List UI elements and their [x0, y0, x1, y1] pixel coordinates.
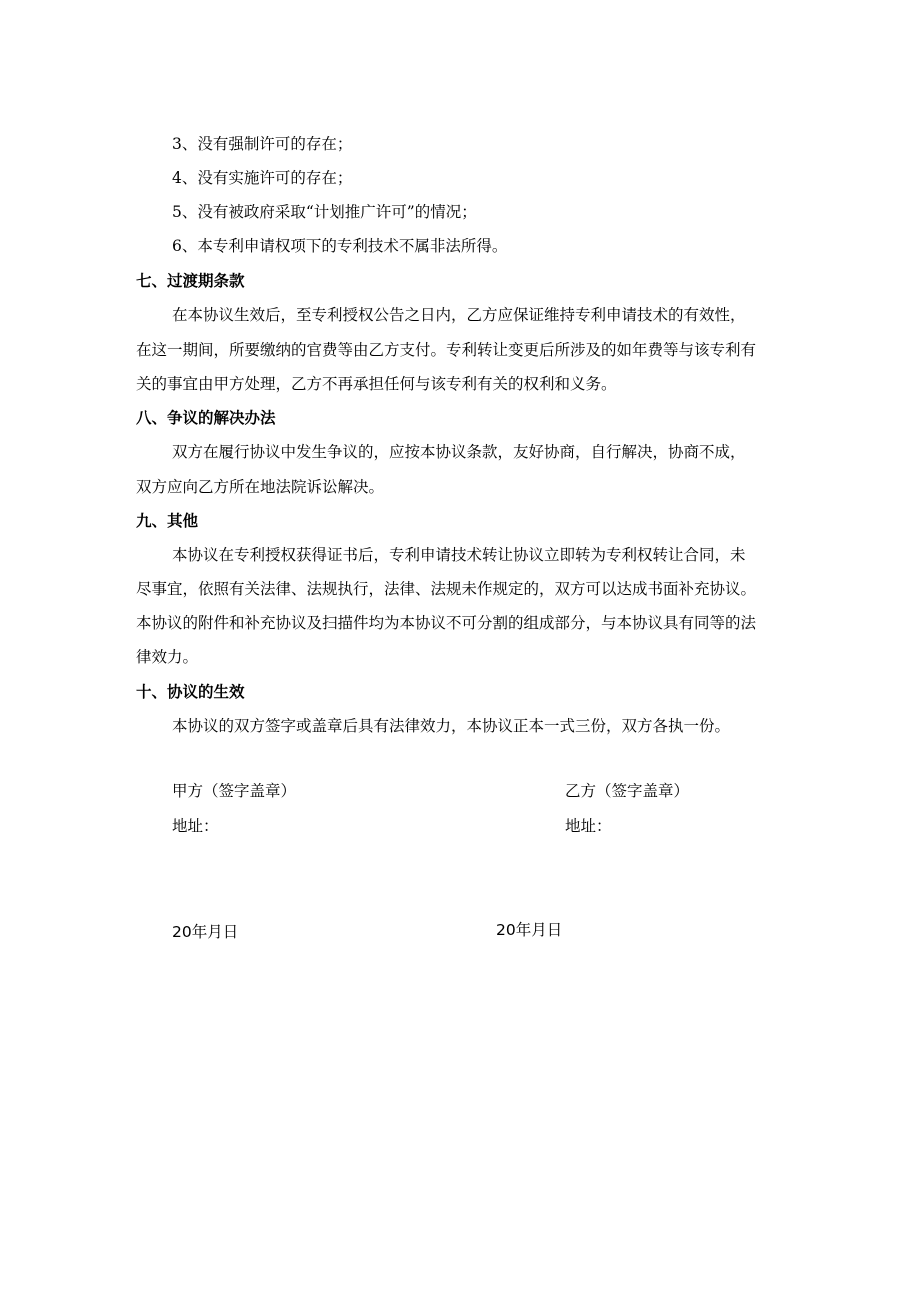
paragraph-line: 尽事宜，依照有关法律、法规执行，法律、法规未作规定的，双方可以达成书面补充协议。 — [136, 580, 757, 598]
paragraph-line: 本协议的双方签字或盖章后具有法律效力，本协议正本一式三份，双方各执一份。 — [172, 717, 731, 735]
paragraph-line: 本协议在专利授权获得证书后，专利申请技术转让协议立即转为专利权转让合同，未 — [172, 546, 746, 564]
section-heading-effect: 十、协议的生效 — [136, 683, 245, 701]
party-b-date: 20年月日 — [496, 921, 563, 939]
list-item: 3、没有强制许可的存在； — [172, 135, 353, 153]
paragraph-line: 本协议的附件和补充协议及扫描件均为本协议不可分割的组成部分，与本协议具有同等的法 — [136, 614, 757, 632]
section-heading-dispute: 八、争议的解决办法 — [136, 409, 276, 427]
party-a-address-label: 地址： — [172, 817, 219, 835]
party-a-signature-label: 甲方（签字盖章） — [172, 782, 297, 800]
party-b-address-label: 地址： — [565, 817, 612, 835]
section-heading-other: 九、其他 — [136, 512, 199, 530]
list-item: 6、本专利申请权项下的专利技术不属非法所得。 — [172, 237, 508, 255]
paragraph-line: 双方应向乙方所在地法院诉讼解决。 — [136, 478, 385, 496]
section-heading-transition: 七、过渡期条款 — [136, 272, 245, 290]
paragraph-line: 在本协议生效后，至专利授权公告之日内，乙方应保证维持专利申请技术的有效性， — [172, 306, 746, 324]
paragraph-line: 在这一期间，所要缴纳的官费等由乙方支付。专利转让变更后所涉及的如年费等与该专利有 — [136, 341, 757, 359]
list-item: 4、没有实施许可的存在； — [172, 169, 353, 187]
list-item: 5、没有被政府采取“计划推广许可”的情况； — [172, 203, 477, 221]
paragraph-line: 双方在履行协议中发生争议的，应按本协议条款，友好协商，自行解决，协商不成， — [172, 443, 746, 461]
party-a-date: 20年月日 — [172, 923, 239, 941]
paragraph-line: 关的事宜由甲方处理，乙方不再承担任何与该专利有关的权利和义务。 — [136, 375, 617, 393]
party-b-signature-label: 乙方（签字盖章） — [565, 782, 690, 800]
paragraph-line: 律效力。 — [136, 648, 199, 666]
